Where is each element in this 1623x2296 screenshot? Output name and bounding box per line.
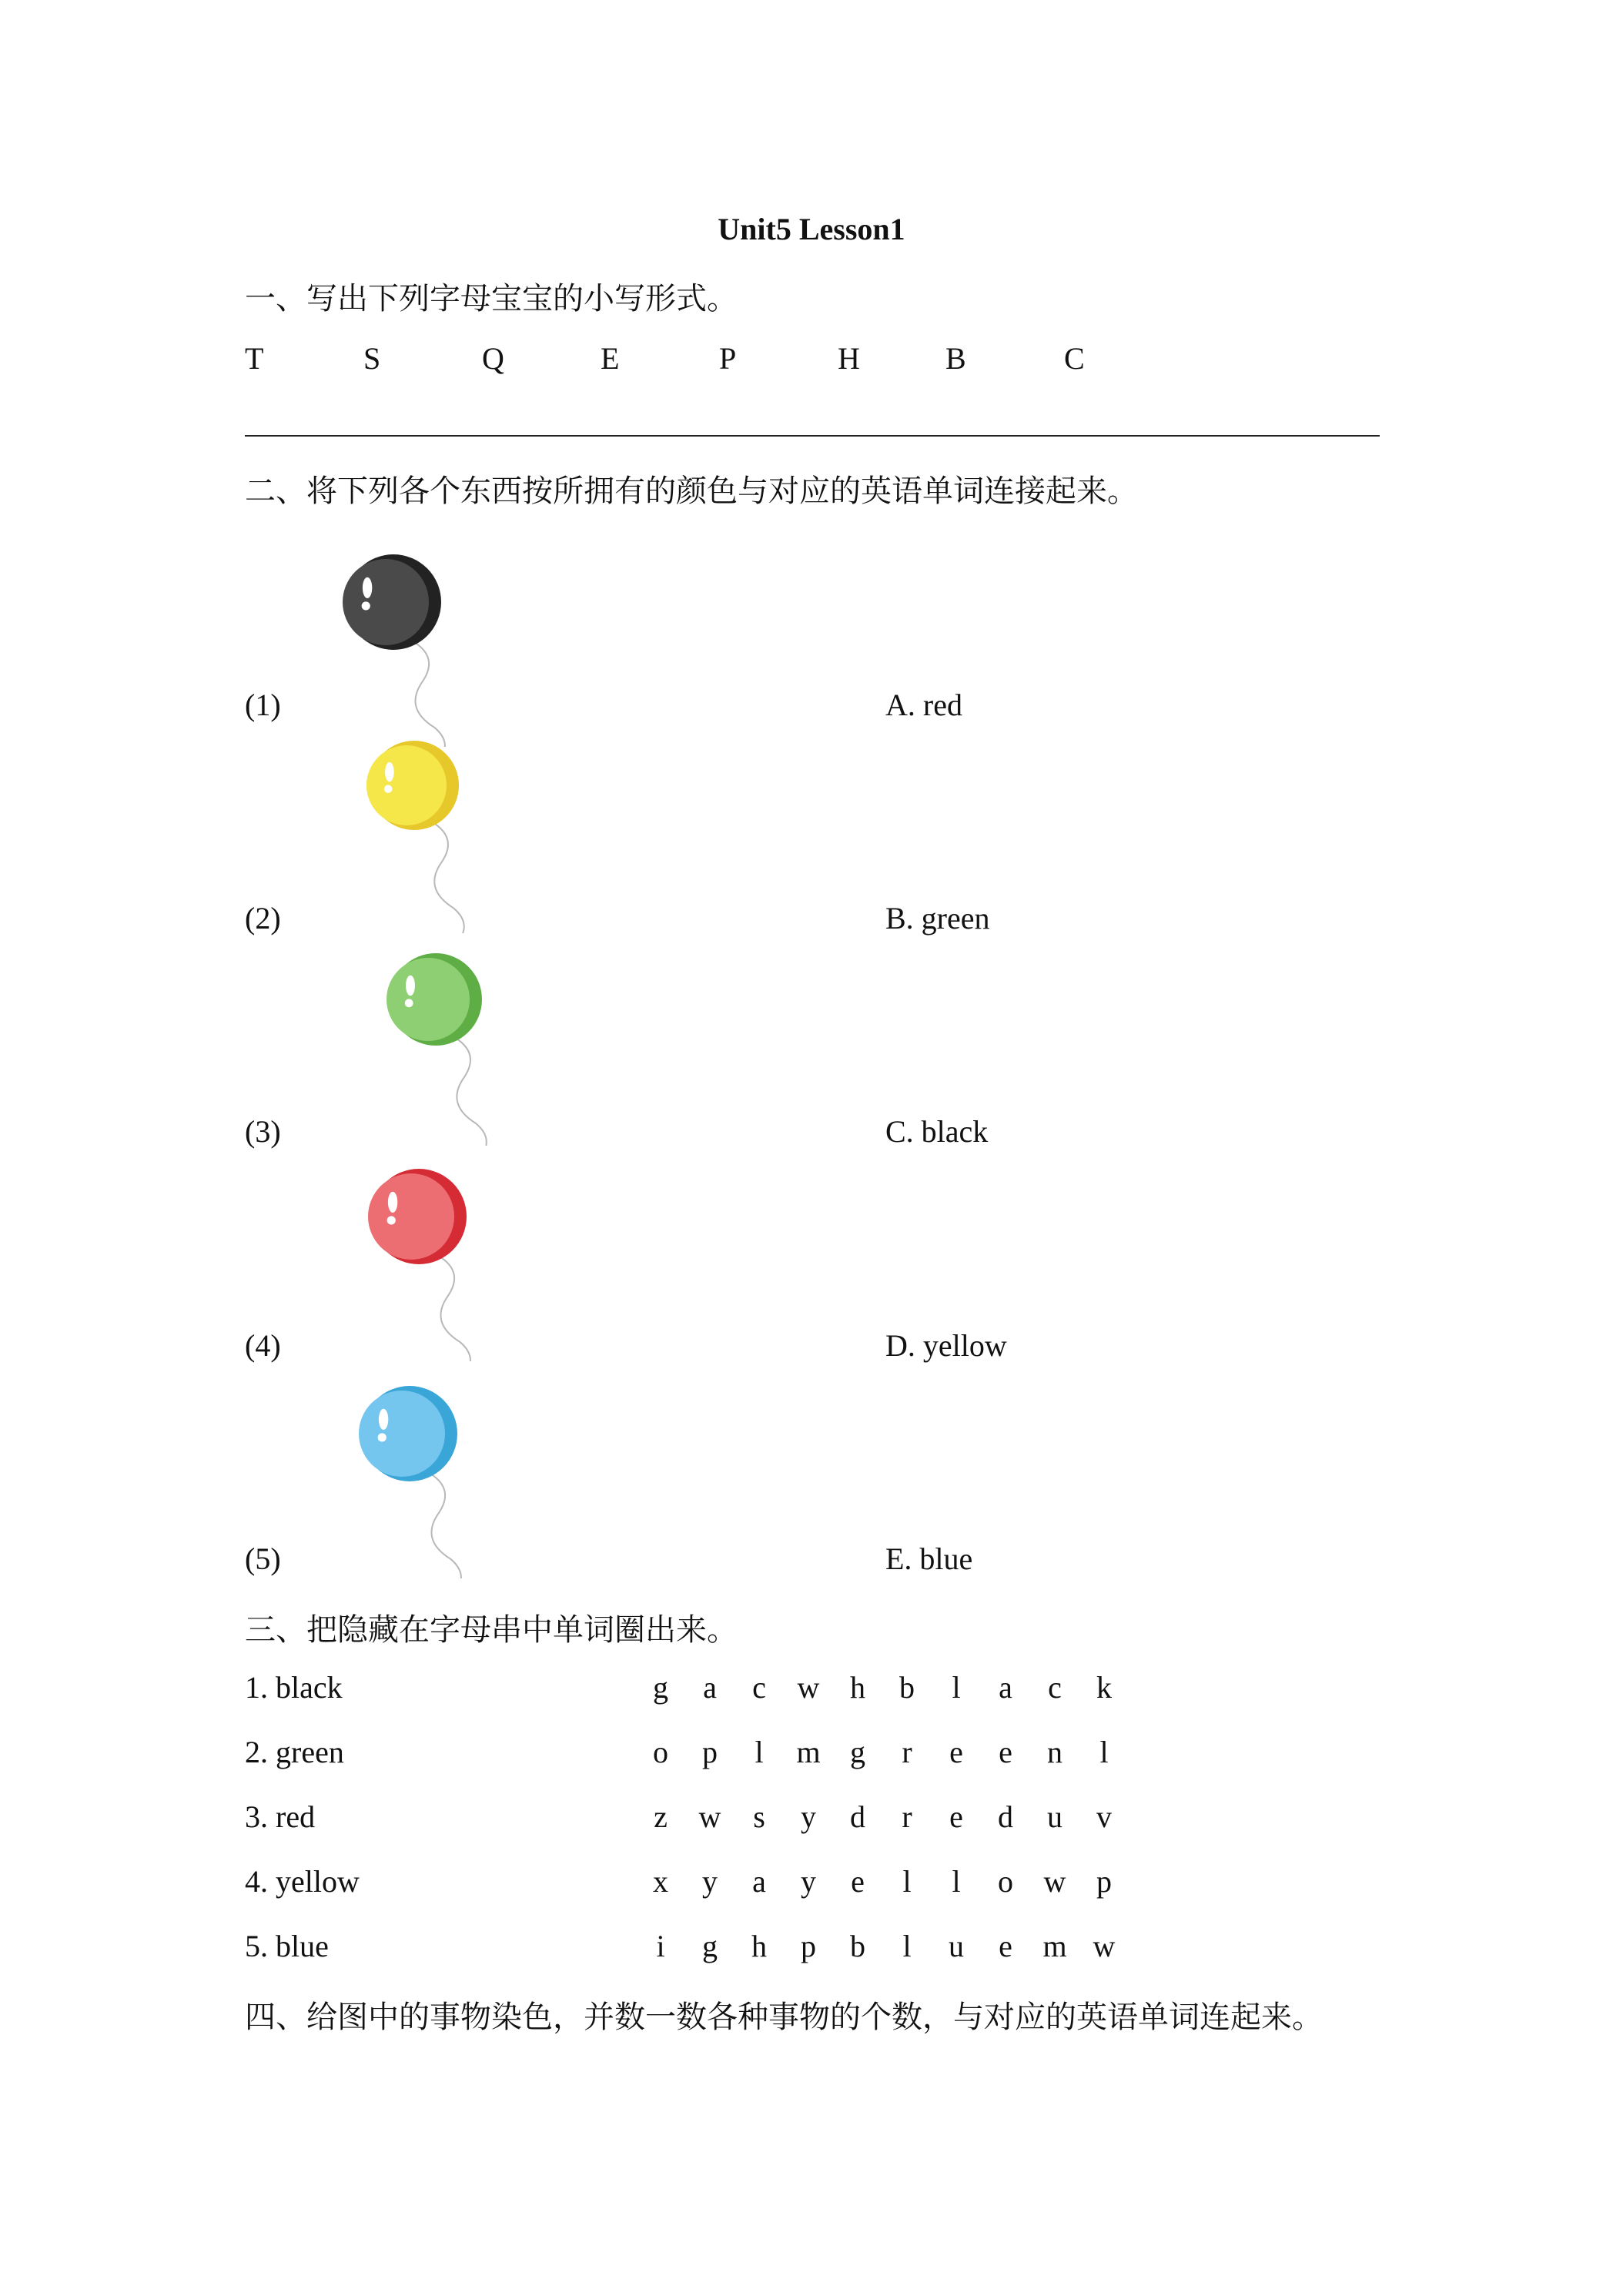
letter-cell[interactable]: w (797, 1670, 820, 1705)
letter-cell[interactable]: p (1096, 1864, 1112, 1899)
uppercase-letter: B (945, 341, 966, 376)
letter-cell[interactable]: n (1047, 1735, 1062, 1769)
letter-cell[interactable]: e (851, 1864, 865, 1899)
letter-cell[interactable]: g (702, 1929, 718, 1963)
balloon-icon (377, 946, 562, 1146)
color-word-option[interactable]: A. red (885, 688, 962, 722)
balloon-string (457, 1039, 487, 1146)
letter-cell[interactable]: u (949, 1929, 964, 1963)
item-number: (1) (245, 688, 281, 722)
letter-cell[interactable]: e (949, 1799, 963, 1834)
letter-cell[interactable]: r (902, 1735, 912, 1769)
letter-cell[interactable]: l (902, 1929, 912, 1963)
letter-cell[interactable]: l (755, 1735, 764, 1769)
letter-cell[interactable]: y (801, 1864, 816, 1899)
letter-cell[interactable]: m (1042, 1929, 1067, 1963)
letter-cell[interactable]: o (998, 1864, 1013, 1899)
letter-cell[interactable]: g (850, 1735, 865, 1769)
letter-cell[interactable]: y (702, 1864, 718, 1899)
letter-cell[interactable]: d (850, 1799, 865, 1834)
letter-cell[interactable]: b (850, 1929, 865, 1963)
letter-cell[interactable]: c (1048, 1670, 1062, 1705)
section1-heading: 一、写出下列字母宝宝的小写形式。 (245, 281, 738, 316)
letter-cell[interactable]: w (1043, 1864, 1066, 1899)
letter-cell[interactable]: e (999, 1735, 1012, 1769)
section2-heading: 二、将下列各个东西按所拥有的颜色与对应的英语单词连接起来。 (245, 474, 1138, 508)
uppercase-letter: C (1064, 341, 1085, 376)
section3-heading: 三、把隐藏在字母串中单词圈出来。 (245, 1612, 738, 1647)
uppercase-letter: E (601, 341, 620, 376)
letter-cell[interactable]: v (1096, 1799, 1112, 1834)
uppercase-letter: Q (482, 341, 504, 376)
letter-cell[interactable]: h (751, 1929, 767, 1963)
letter-cell[interactable]: x (653, 1864, 668, 1899)
letter-cell[interactable]: c (752, 1670, 766, 1705)
balloon-icon (357, 733, 542, 933)
letter-cell[interactable]: e (999, 1929, 1012, 1963)
item-number: (3) (245, 1114, 281, 1149)
balloon-icon (359, 1161, 544, 1361)
letter-cell[interactable]: y (801, 1799, 816, 1834)
letter-cell[interactable]: a (752, 1864, 766, 1899)
target-word: 1. black (245, 1670, 343, 1705)
target-word: 2. green (245, 1735, 344, 1769)
letter-cell[interactable]: d (998, 1799, 1013, 1834)
uppercase-letter: H (838, 341, 860, 376)
color-word-option[interactable]: C. black (885, 1114, 989, 1149)
balloon-string (440, 1257, 470, 1361)
item-number: (5) (245, 1541, 281, 1576)
letter-cell[interactable]: b (899, 1670, 915, 1705)
balloon-icon (350, 1378, 534, 1578)
letter-cell[interactable]: a (703, 1670, 717, 1705)
balloon-string (431, 1474, 461, 1578)
item-number: (4) (245, 1328, 281, 1363)
letter-cell[interactable]: p (801, 1929, 816, 1963)
letter-cell[interactable]: u (1047, 1799, 1062, 1834)
letter-cell[interactable]: s (753, 1799, 765, 1834)
letter-cell[interactable]: l (1099, 1735, 1109, 1769)
section4-heading: 四、给图中的事物染色，并数一数各种事物的个数，与对应的英语单词连起来。 (245, 2000, 1323, 2034)
page-title: Unit5 Lesson1 (718, 212, 905, 246)
letter-cell[interactable]: l (952, 1670, 961, 1705)
answer-line (245, 435, 1380, 437)
item-number: (2) (245, 901, 281, 935)
target-word: 4. yellow (245, 1864, 360, 1899)
letter-cell[interactable]: i (656, 1929, 665, 1963)
letter-cell[interactable]: w (698, 1799, 721, 1834)
letter-cell[interactable]: h (850, 1670, 865, 1705)
color-word-option[interactable]: E. blue (885, 1541, 973, 1576)
target-word: 3. red (245, 1799, 316, 1834)
letter-cell[interactable]: r (902, 1799, 912, 1834)
balloon-string (415, 643, 445, 747)
letter-cell[interactable]: l (952, 1864, 961, 1899)
letter-cell[interactable]: a (999, 1670, 1012, 1705)
uppercase-letter: S (363, 341, 381, 376)
letter-cell[interactable]: z (654, 1799, 668, 1834)
letter-cell[interactable]: w (1093, 1929, 1116, 1963)
letter-cell[interactable]: p (702, 1735, 718, 1769)
letter-cell[interactable]: o (653, 1735, 668, 1769)
letter-cell[interactable]: m (796, 1735, 821, 1769)
color-word-option[interactable]: D. yellow (885, 1328, 1007, 1363)
balloon-icon (333, 547, 518, 747)
color-word-option[interactable]: B. green (885, 901, 990, 935)
letter-cell[interactable]: g (653, 1670, 668, 1705)
uppercase-letter: P (719, 341, 737, 376)
balloon-string (434, 823, 464, 933)
target-word: 5. blue (245, 1929, 329, 1963)
uppercase-letter: T (245, 341, 264, 376)
letter-cell[interactable]: k (1096, 1670, 1112, 1705)
letter-cell[interactable]: l (902, 1864, 912, 1899)
letter-cell[interactable]: e (949, 1735, 963, 1769)
